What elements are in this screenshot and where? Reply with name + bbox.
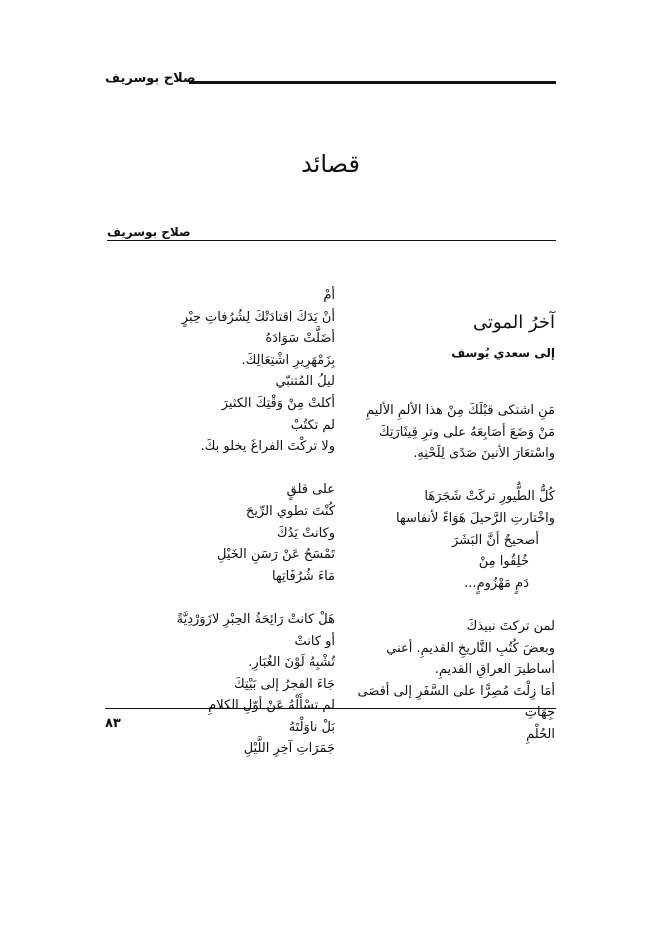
- poem-line: تُشْبِهُ لَوْنَ الغُبَارِ.: [248, 655, 335, 671]
- poem-line: تَمْسَحُ عَنْ رَسَنِ الخَيْلِ: [217, 547, 335, 563]
- poem-left-column: [105, 285, 335, 760]
- poem-line: دَمٍ مَهْزُومٍ...: [464, 575, 529, 591]
- poem-line: أمْ: [323, 288, 335, 303]
- poem-line: وكانتْ يَدُكَ: [276, 525, 335, 541]
- stanza-break: [105, 587, 335, 609]
- poem-line: أمَا زِلْتَ مُصِرًّا على السَّفَرِ إلى أقصَى: [357, 683, 555, 699]
- poem-line: لم تسْأَلْهُ عَنْ أوّلِ الكلامِ: [208, 698, 335, 714]
- poem-line: مَاءَ شُرُفَاتِها: [272, 568, 335, 584]
- poem-line: الحُلْمِ: [526, 726, 555, 742]
- poem-title: آخرُ الموتى: [473, 312, 555, 333]
- poem-line: على قلقٍ: [286, 482, 335, 498]
- running-header: [105, 71, 556, 93]
- section-title: قصائد: [301, 150, 360, 178]
- poem-line: جِهَاتِ: [524, 705, 555, 721]
- author-rule: [107, 240, 556, 241]
- poem-line: أساطيرَ العراقِ القديمِ.: [434, 662, 555, 678]
- stanza-break: [105, 458, 335, 480]
- author-line: صلاح بوسريف: [107, 225, 191, 239]
- poem-line: جَاءَ الفجرُ إلى بَيْتِكَ: [233, 676, 335, 692]
- poem-line: لم تكتُبْ: [290, 417, 335, 433]
- poem-line: ولا تركْتَ الفراغَ يخلو بكَ.: [200, 439, 335, 455]
- poem-line: أصحيحٌ أنَّ البَشَرَ: [451, 532, 539, 548]
- poem-line: وبعضَ كُتُبِ التَّاريخِ القديمِ. أعني: [386, 640, 555, 656]
- poem-line: بَلْ ناوَلْتَهُ: [288, 719, 335, 735]
- footer-rule: [105, 708, 556, 709]
- poem-line: جَمَرَاتِ آخِرِ اللَّيْلِ: [243, 741, 335, 757]
- poem-line: أضَلَّتْ سَوَادَهُ: [265, 331, 335, 347]
- poem-line: كُنْتَ تطوي الرِّيحَ: [245, 503, 335, 519]
- poem-line: أنْ يَدَكَ اقتادَتْكَ لِشُرُفاتِ حِبْرٍ: [181, 309, 335, 325]
- poem-line: أو كانتْ: [294, 633, 335, 649]
- poem-right-column: [325, 400, 555, 746]
- poem-dedication: إلى سعدي يُوسف: [451, 346, 555, 360]
- poem-line: كُلُّ الطُّيورِ تركَتْ شَجَرَهَا: [424, 489, 555, 505]
- poem-line: واخْتارتِ الرَّحيلَ هَوَاءً لأنفاسها: [396, 510, 555, 526]
- stanza-break: [325, 594, 555, 616]
- poem-line: أكلتْ مِنْ وَقْتِكَ الكثيرَ: [221, 395, 335, 411]
- poem-line: ليلُ المُتنبّي: [275, 374, 335, 390]
- stanza-break: [325, 465, 555, 487]
- page-number: ٨٣: [105, 716, 121, 731]
- poem-line: مَنْ وَضَعَ أصَابِعَهُ على وترِ قِيثَارَتِكَ: [378, 424, 555, 440]
- poem-line: مَنِ اشتكى قبْلَكَ مِنْ هذا الألمِ الأليمِ: [366, 403, 555, 418]
- poem-line: هَلْ كانتْ رَائِحَةُ الحِبْرِ لازَوَرْدِيَّةً: [176, 611, 335, 627]
- running-head-author: صلاح بوسريف: [105, 71, 196, 86]
- poem-line: بِزَمْهَرِيرِ اشْتِعَالِكَ.: [241, 352, 335, 368]
- poem-line: واسْتعَارَ الأنينَ صَدًى لِلَحْنِهِ.: [413, 446, 555, 462]
- poem-line: خُلِقُوا مِنْ: [478, 554, 529, 570]
- header-rule: [189, 81, 556, 84]
- poem-line: لمن تركتَ نبيذكَ: [466, 618, 555, 634]
